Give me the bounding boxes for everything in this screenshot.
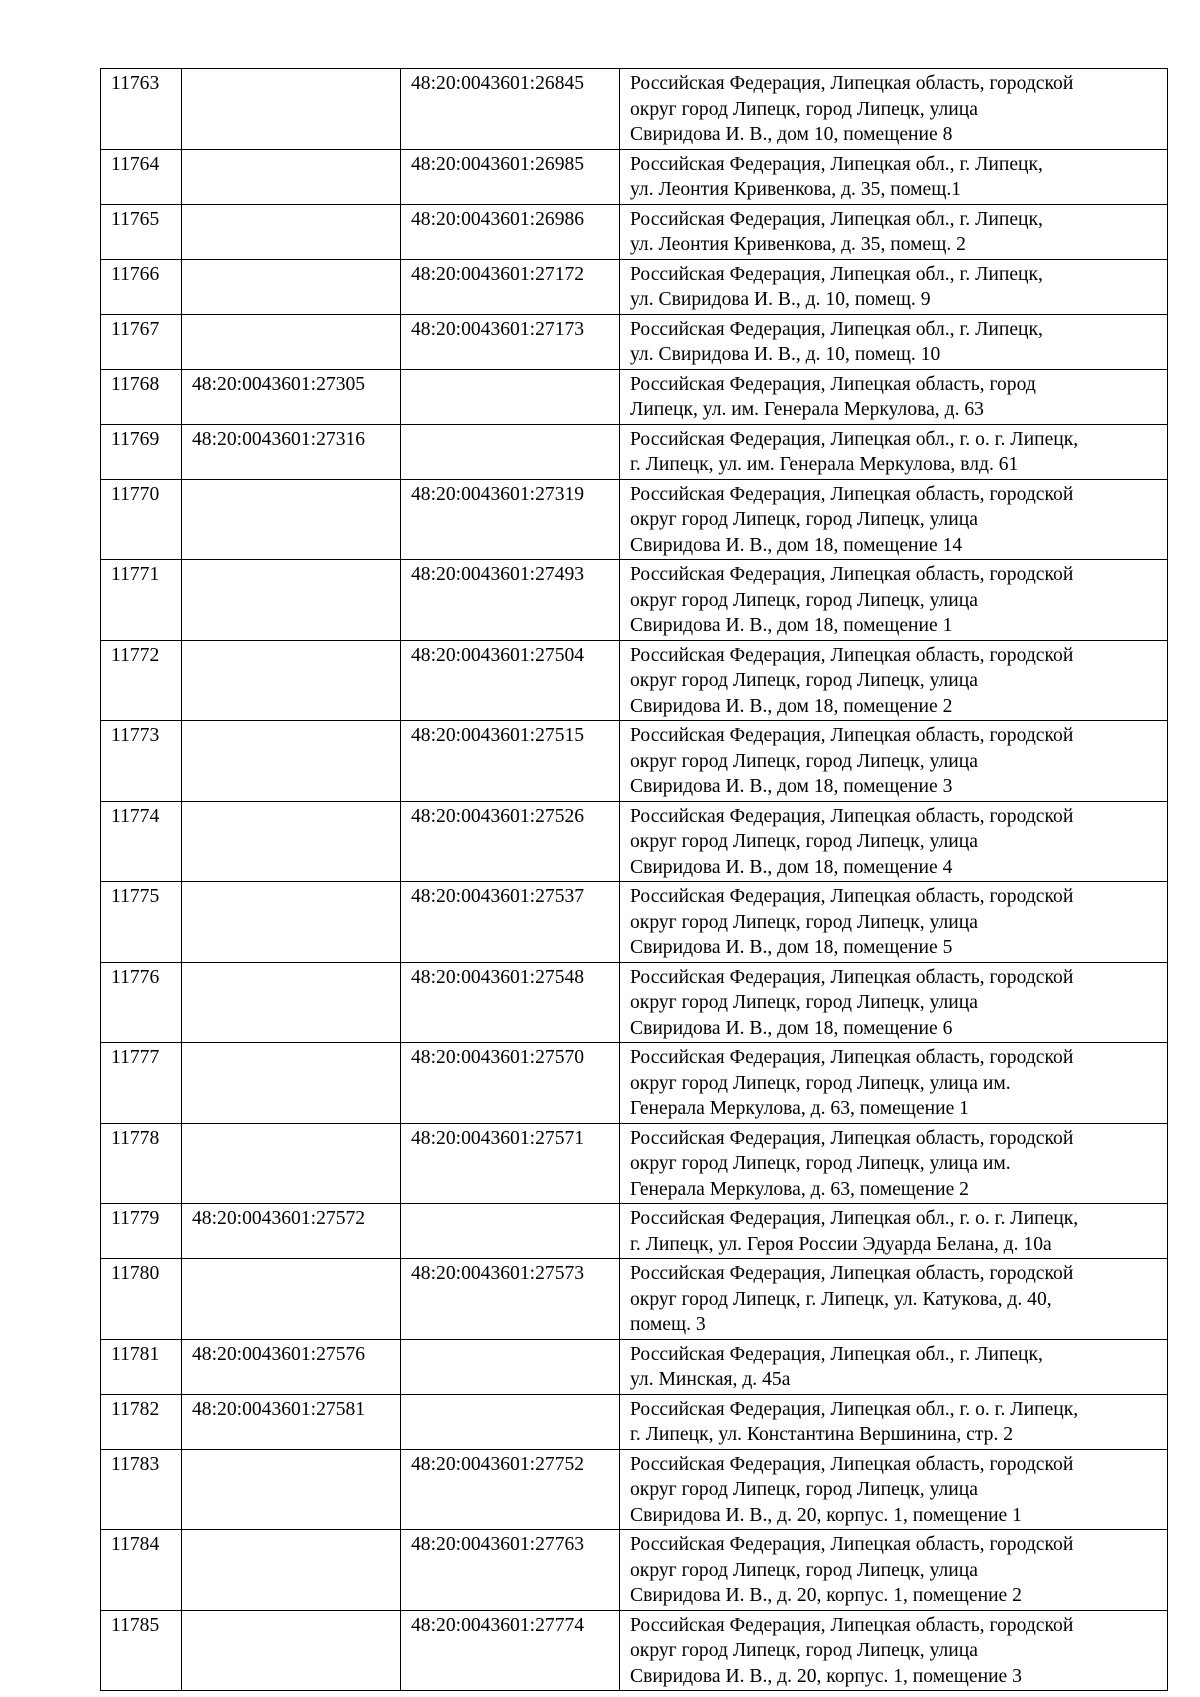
row-number-cell: 11785 [101, 1610, 182, 1691]
object-cadastral-number-cell: 48:20:0043601:27319 [401, 479, 620, 560]
row-number-cell: 11765 [101, 204, 182, 259]
object-cadastral-number-cell: 48:20:0043601:27172 [401, 259, 620, 314]
land-cadastral-number-cell [182, 1259, 401, 1340]
object-cadastral-number-cell: 48:20:0043601:27774 [401, 1610, 620, 1691]
row-number-cell: 11769 [101, 424, 182, 479]
table-row [101, 1204, 1168, 1259]
registry-table [100, 68, 1168, 1691]
land-cadastral-number-cell [182, 560, 401, 641]
address-cell: Российская Федерация, Липецкая область, городской округ город Липецк, город Липецк, улица Свиридова И. В., дом 18, помещение 3 [620, 721, 1168, 802]
object-cadastral-number-cell: 48:20:0043601:27173 [401, 314, 620, 369]
address-cell: Российская Федерация, Липецкая обл., г. о. г. Липецк, г. Липецк, ул. Героя России Эдуарда Белана, д. 10а [620, 1204, 1168, 1259]
table-row [101, 640, 1168, 721]
object-cadastral-number-cell: 48:20:0043601:27537 [401, 882, 620, 963]
row-number-cell: 11783 [101, 1449, 182, 1530]
land-cadastral-number-cell [182, 801, 401, 882]
table-row [101, 962, 1168, 1043]
table-row [101, 1449, 1168, 1530]
table-row [101, 1043, 1168, 1124]
address-cell: Российская Федерация, Липецкая область, городской округ город Липецк, город Липецк, улица Свиридова И. В., дом 18, помещение 14 [620, 479, 1168, 560]
table-row [101, 801, 1168, 882]
address-cell: Российская Федерация, Липецкая область, городской округ город Липецк, город Липецк, улица Свиридова И. В., д. 20, корпус. 1, помещение 1 [620, 1449, 1168, 1530]
object-cadastral-number-cell: 48:20:0043601:26985 [401, 149, 620, 204]
land-cadastral-number-cell [182, 69, 401, 150]
object-cadastral-number-cell [401, 369, 620, 424]
land-cadastral-number-cell [182, 479, 401, 560]
object-cadastral-number-cell: 48:20:0043601:27571 [401, 1123, 620, 1204]
table-row [101, 1123, 1168, 1204]
land-cadastral-number-cell: 48:20:0043601:27316 [182, 424, 401, 479]
table-row [101, 259, 1168, 314]
object-cadastral-number-cell: 48:20:0043601:27573 [401, 1259, 620, 1340]
address-cell: Российская Федерация, Липецкая обл., г. Липецк, ул. Свиридова И. В., д. 10, помещ. 10 [620, 314, 1168, 369]
object-cadastral-number-cell [401, 424, 620, 479]
row-number-cell: 11779 [101, 1204, 182, 1259]
address-cell: Российская Федерация, Липецкая обл., г. Липецк, ул. Леонтия Кривенкова, д. 35, помещ. 2 [620, 204, 1168, 259]
table-row [101, 1530, 1168, 1611]
object-cadastral-number-cell: 48:20:0043601:27763 [401, 1530, 620, 1611]
land-cadastral-number-cell: 48:20:0043601:27581 [182, 1394, 401, 1449]
table-row [101, 314, 1168, 369]
address-cell: Российская Федерация, Липецкая область, городской округ город Липецк, город Липецк, улица Свиридова И. В., дом 18, помещение 6 [620, 962, 1168, 1043]
address-cell: Российская Федерация, Липецкая область, городской округ город Липецк, город Липецк, улица Свиридова И. В., дом 18, помещение 2 [620, 640, 1168, 721]
address-cell: Российская Федерация, Липецкая обл., г. Липецк, ул. Минская, д. 45а [620, 1339, 1168, 1394]
row-number-cell: 11774 [101, 801, 182, 882]
address-cell: Российская Федерация, Липецкая область, городской округ город Липецк, город Липецк, улица Свиридова И. В., д. 20, корпус. 1, помещение 2 [620, 1530, 1168, 1611]
table-row [101, 479, 1168, 560]
object-cadastral-number-cell: 48:20:0043601:27515 [401, 721, 620, 802]
row-number-cell: 11770 [101, 479, 182, 560]
land-cadastral-number-cell [182, 204, 401, 259]
address-cell: Российская Федерация, Липецкая область, город Липецк, ул. им. Генерала Меркулова, д. 63 [620, 369, 1168, 424]
row-number-cell: 11777 [101, 1043, 182, 1124]
table-row [101, 424, 1168, 479]
address-cell: Российская Федерация, Липецкая область, городской округ город Липецк, г. Липецк, ул. Катукова, д. 40, помещ. 3 [620, 1259, 1168, 1340]
table-row [101, 1259, 1168, 1340]
address-cell: Российская Федерация, Липецкая область, городской округ город Липецк, город Липецк, улица им. Генерала Меркулова, д. 63, помещение 1 [620, 1043, 1168, 1124]
address-cell: Российская Федерация, Липецкая область, городской округ город Липецк, город Липецк, улица Свиридова И. В., дом 18, помещение 5 [620, 882, 1168, 963]
land-cadastral-number-cell [182, 1449, 401, 1530]
table-row [101, 149, 1168, 204]
table-row [101, 369, 1168, 424]
address-cell: Российская Федерация, Липецкая область, городской округ город Липецк, город Липецк, улица Свиридова И. В., дом 18, помещение 4 [620, 801, 1168, 882]
address-cell: Российская Федерация, Липецкая обл., г. о. г. Липецк, г. Липецк, ул. им. Генерала Меркулова, влд. 61 [620, 424, 1168, 479]
object-cadastral-number-cell: 48:20:0043601:27526 [401, 801, 620, 882]
land-cadastral-number-cell [182, 149, 401, 204]
row-number-cell: 11767 [101, 314, 182, 369]
row-number-cell: 11766 [101, 259, 182, 314]
land-cadastral-number-cell: 48:20:0043601:27572 [182, 1204, 401, 1259]
land-cadastral-number-cell [182, 882, 401, 963]
row-number-cell: 11781 [101, 1339, 182, 1394]
object-cadastral-number-cell [401, 1204, 620, 1259]
land-cadastral-number-cell [182, 962, 401, 1043]
object-cadastral-number-cell: 48:20:0043601:27752 [401, 1449, 620, 1530]
land-cadastral-number-cell [182, 314, 401, 369]
registry-body [101, 69, 1168, 1691]
address-cell: Российская Федерация, Липецкая обл., г. Липецк, ул. Свиридова И. В., д. 10, помещ. 9 [620, 259, 1168, 314]
object-cadastral-number-cell [401, 1339, 620, 1394]
table-row [101, 204, 1168, 259]
land-cadastral-number-cell [182, 640, 401, 721]
row-number-cell: 11763 [101, 69, 182, 150]
row-number-cell: 11780 [101, 1259, 182, 1340]
table-row [101, 1610, 1168, 1691]
land-cadastral-number-cell: 48:20:0043601:27305 [182, 369, 401, 424]
table-row [101, 721, 1168, 802]
object-cadastral-number-cell: 48:20:0043601:27548 [401, 962, 620, 1043]
row-number-cell: 11772 [101, 640, 182, 721]
row-number-cell: 11764 [101, 149, 182, 204]
address-cell: Российская Федерация, Липецкая область, городской округ город Липецк, город Липецк, улица Свиридова И. В., д. 20, корпус. 1, помещение 3 [620, 1610, 1168, 1691]
row-number-cell: 11773 [101, 721, 182, 802]
land-cadastral-number-cell [182, 259, 401, 314]
object-cadastral-number-cell: 48:20:0043601:26986 [401, 204, 620, 259]
row-number-cell: 11776 [101, 962, 182, 1043]
object-cadastral-number-cell [401, 1394, 620, 1449]
object-cadastral-number-cell: 48:20:0043601:27493 [401, 560, 620, 641]
land-cadastral-number-cell [182, 1530, 401, 1611]
row-number-cell: 11775 [101, 882, 182, 963]
object-cadastral-number-cell: 48:20:0043601:27504 [401, 640, 620, 721]
row-number-cell: 11771 [101, 560, 182, 641]
land-cadastral-number-cell [182, 1610, 401, 1691]
address-cell: Российская Федерация, Липецкая обл., г. Липецк, ул. Леонтия Кривенкова, д. 35, помещ.1 [620, 149, 1168, 204]
land-cadastral-number-cell [182, 721, 401, 802]
land-cadastral-number-cell: 48:20:0043601:27576 [182, 1339, 401, 1394]
row-number-cell: 11784 [101, 1530, 182, 1611]
address-cell: Российская Федерация, Липецкая область, городской округ город Липецк, город Липецк, улица им. Генерала Меркулова, д. 63, помещение 2 [620, 1123, 1168, 1204]
address-cell: Российская Федерация, Липецкая область, городской округ город Липецк, город Липецк, улица Свиридова И. В., дом 10, помещение 8 [620, 69, 1168, 150]
address-cell: Российская Федерация, Липецкая обл., г. о. г. Липецк, г. Липецк, ул. Константина Вершинина, стр. 2 [620, 1394, 1168, 1449]
row-number-cell: 11778 [101, 1123, 182, 1204]
object-cadastral-number-cell: 48:20:0043601:26845 [401, 69, 620, 150]
row-number-cell: 11768 [101, 369, 182, 424]
address-cell: Российская Федерация, Липецкая область, городской округ город Липецк, город Липецк, улица Свиридова И. В., дом 18, помещение 1 [620, 560, 1168, 641]
land-cadastral-number-cell [182, 1043, 401, 1124]
table-row [101, 69, 1168, 150]
table-row [101, 1394, 1168, 1449]
table-row [101, 1339, 1168, 1394]
table-row [101, 560, 1168, 641]
row-number-cell: 11782 [101, 1394, 182, 1449]
land-cadastral-number-cell [182, 1123, 401, 1204]
object-cadastral-number-cell: 48:20:0043601:27570 [401, 1043, 620, 1124]
table-row [101, 882, 1168, 963]
